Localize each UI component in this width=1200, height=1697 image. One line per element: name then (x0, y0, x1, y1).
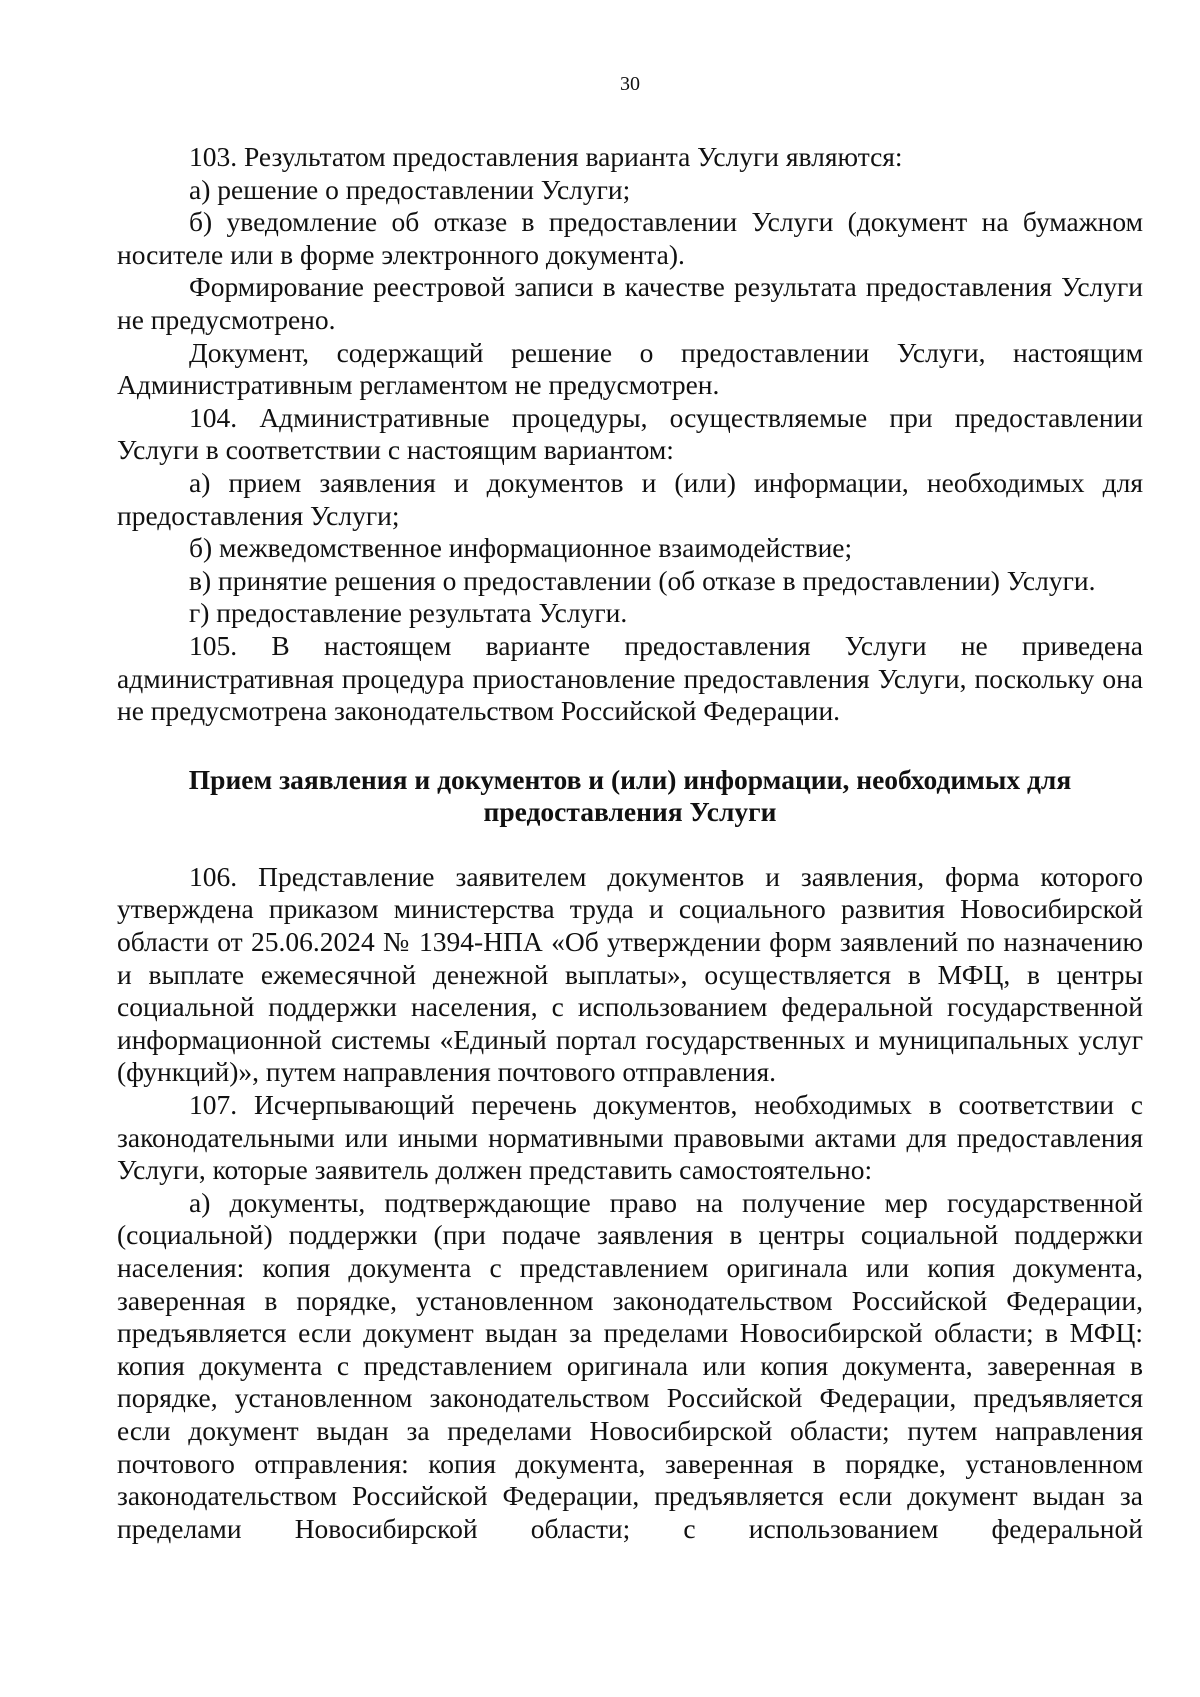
paragraph-104: 104. Административные процедуры, осуществляемые при предоставлении Услуги в соответствии с настоящим вариантом: (117, 401, 1143, 466)
paragraph-107: 107. Исчерпывающий перечень документов, необходимых в соответствии с законодательными или иными нормативными правовыми актами для предоставления Услуги, которые заявитель должен представить самостоятельно: (117, 1089, 1143, 1186)
list-item-104-b: б) межведомственное информационное взаимодействие; (189, 532, 853, 564)
section-heading (117, 764, 1143, 829)
paragraph-registry-record: Формирование реестровой записи в качестве результата предоставления Услуги не предусмотрено. (117, 271, 1143, 335)
paragraph-103: 103. Результатом предоставления варианта Услуги являются: (189, 141, 903, 172)
list-item-104-a: а) прием заявления и документов и (или) информации, необходимых для предоставления Услуги; (117, 466, 1143, 531)
paragraph-106: 106. Представление заявителем документов и заявления, форма которого утверждена приказом министерства труда и социального развития Новосибирской области от 25.06.2024 № 1394-НПА «Об утверждении форм заявлений по назначению и выплате ежемесячной денежной выплаты», осуществляется в МФЦ, в центры социальной поддержки населения, с использованием федеральной государственной информационной системы «Единый портал государственных и муниципальных услуг (функций)», путем направления почтового отправления. (117, 860, 1143, 1088)
paragraph-decision-document: Документ, содержащий решение о предоставлении Услуги, настоящим Административным регламентом не предусмотрен. (117, 336, 1143, 401)
list-item-103-a: а) решение о предоставлении Услуги; (189, 173, 631, 205)
list-item-104-v: в) принятие решения о предоставлении (об отказе в предоставлении) Услуги. (189, 564, 1096, 596)
document-body (117, 141, 1143, 1545)
page-number: 30 (620, 73, 640, 95)
list-item-104-g: г) предоставление результата Услуги. (189, 597, 628, 629)
section-heading-line-1: Прием заявления и документов и (или) информации, необходимых для (188, 763, 1072, 795)
paragraph-105: 105. В настоящем варианте предоставления Услуги не приведена административная процедура приостановление предоставления Услуги, поскольку она не предусмотрена законодательством Российской Федерации. (117, 629, 1143, 727)
list-item-107-a: а) документы, подтверждающие право на получение мер государственной (социальной) поддержки (при подаче заявления в центры социальной поддержки населения: копия документа с представлением оригинала или копия документа, заверенная в порядке, установленном законодательством Российской Федерации, предъявляется если документ выдан за пределами Новосибирской области; в МФЦ: копия документа с представлением оригинала или копия документа, заверенная в порядке, установленном законодательством Российской Федерации, предъявляется если документ выдан за пределами Новосибирской области; путем направления почтового отправления: копия документа, заверенная в порядке, установленном законодательством Российской Федерации, предъявляется если документ выдан за пределами Новосибирской области; с использованием федеральной (117, 1186, 1143, 1544)
section-heading-line-2: предоставления Услуги (483, 796, 777, 828)
list-item-103-b: б) уведомление об отказе в предоставлении Услуги (документ на бумажном носителе или в форме электронного документа). (117, 206, 1143, 270)
